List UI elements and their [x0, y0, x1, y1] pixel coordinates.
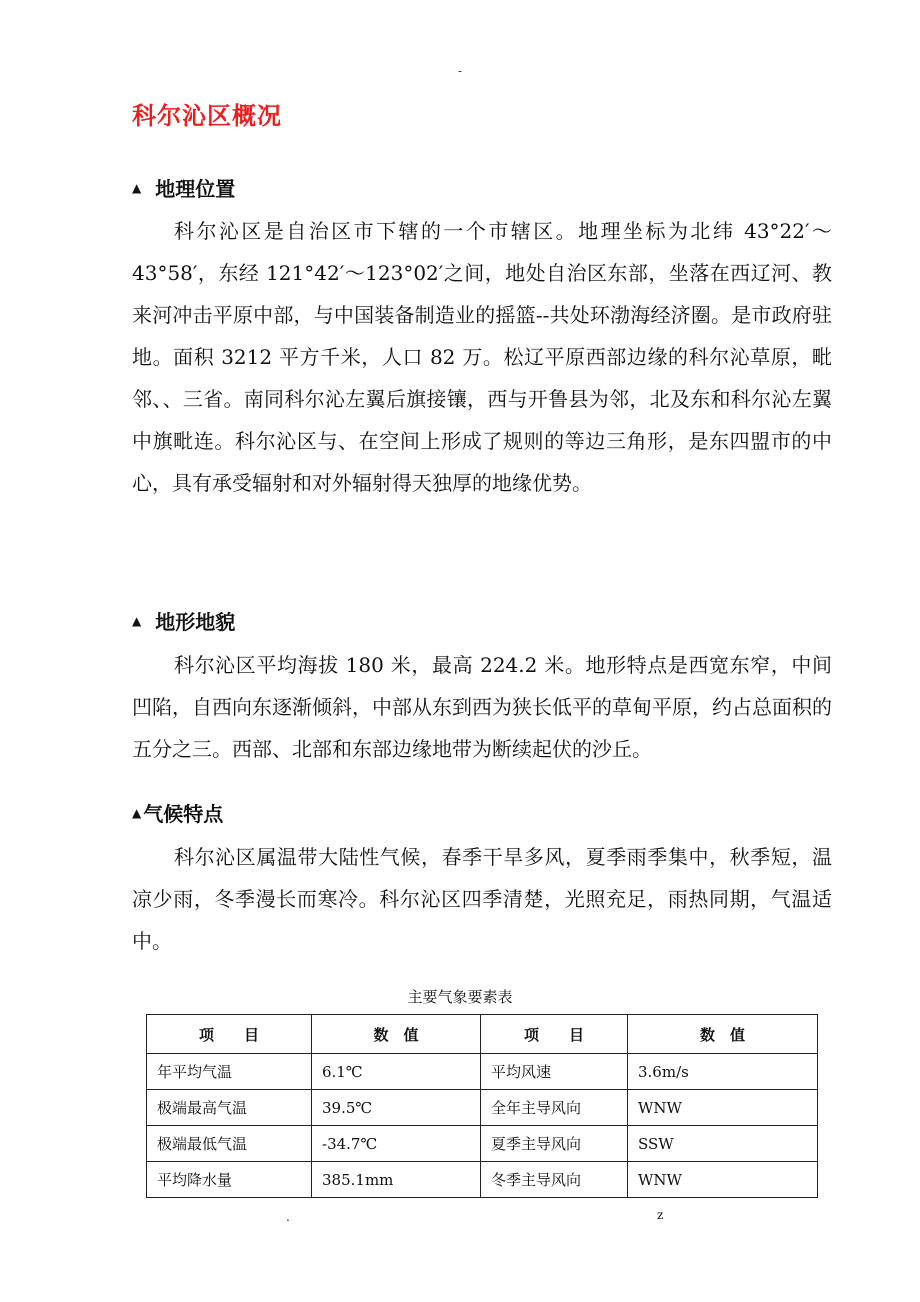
- table-cell: 冬季主导风向: [481, 1162, 628, 1198]
- table-cell: SSW: [628, 1126, 818, 1162]
- footer-left-mark: .: [286, 1210, 290, 1224]
- table-cell: 平均降水量: [147, 1162, 312, 1198]
- section-heading-climate: [132, 798, 223, 827]
- table-cell: WNW: [628, 1090, 818, 1126]
- table-cell: 平均风速: [481, 1054, 628, 1090]
- table-cell: 39.5℃: [312, 1090, 481, 1126]
- table-cell: 极端最高气温: [147, 1090, 312, 1126]
- section-heading-label: 地形地貌: [155, 610, 236, 634]
- document-title: 科尔沁区概况: [132, 102, 282, 130]
- table-header-cell: 数 值: [312, 1015, 481, 1054]
- table-row: [147, 1090, 818, 1126]
- table-cell: -34.7℃: [312, 1126, 481, 1162]
- section-heading-label: 地理位置: [155, 177, 236, 201]
- triangle-bullet-icon: ▲: [132, 613, 142, 628]
- section-paragraph-climate: 科尔沁区属温带大陆性气候，春季干旱多风，夏季雨季集中，秋季短，温凉少雨，冬季漫长而寒冷。科尔沁区四季清楚，光照充足，雨热同期，气温适中。: [132, 845, 832, 953]
- table-cell: 6.1℃: [312, 1054, 481, 1090]
- section-heading-location: [132, 173, 235, 202]
- table-header-row: [147, 1015, 818, 1054]
- section-paragraph-terrain: 科尔沁区平均海拔 180 米，最高 224.2 米。地形特点是西宽东窄，中间凹陷，自西向东逐渐倾斜，中部从东到西为狭长低平的草甸平原，约占总面积的五分之三。西部、北部和东部边缘地带为断续起伏的沙丘。: [132, 653, 832, 761]
- table-header-cell: 项 目: [481, 1015, 628, 1054]
- table-cell: 3.6m/s: [628, 1054, 818, 1090]
- section-heading-label: 气候特点: [143, 802, 224, 826]
- table-caption: 主要气象要素表: [407, 988, 513, 1006]
- footer-right-mark: z: [657, 1208, 664, 1222]
- table-cell: 年平均气温: [147, 1054, 312, 1090]
- table-cell: WNW: [628, 1162, 818, 1198]
- table-row: [147, 1126, 818, 1162]
- table-row: [147, 1162, 818, 1198]
- table-cell: 夏季主导风向: [481, 1126, 628, 1162]
- table-cell: 极端最低气温: [147, 1126, 312, 1162]
- table-cell: 385.1mm: [312, 1162, 481, 1198]
- table-cell: 全年主导风向: [481, 1090, 628, 1126]
- header-mark: -: [457, 64, 463, 78]
- table-row: [147, 1054, 818, 1090]
- weather-table: [146, 1014, 818, 1198]
- section-heading-terrain: [132, 606, 235, 635]
- triangle-bullet-icon: ▲: [132, 805, 142, 820]
- table-header-cell: 数 值: [628, 1015, 818, 1054]
- section-paragraph-location: 科尔沁区是自治区市下辖的一个市辖区。地理坐标为北纬 43°22′～43°58′，东经 121°42′～123°02′之间，地处自治区东部，坐落在西辽河、教来河冲击平原中部，与中国装备制造业的摇篮--共处环渤海经济圈。是市政府驻地。面积 3212 平方千米，人口 82 万。松辽平原西部边缘的科尔沁草原，毗邻、、三省。南同科尔沁左翼后旗接镶，西与开鲁县为邻，北及东和科尔沁左翼中旗毗连。科尔沁区与、在空间上形成了规则的等边三角形，是东四盟市的中心，具有承受辐射和对外辐射得天独厚的地缘优势。: [132, 219, 832, 495]
- table-header-cell: 项 目: [147, 1015, 312, 1054]
- triangle-bullet-icon: ▲: [132, 180, 142, 195]
